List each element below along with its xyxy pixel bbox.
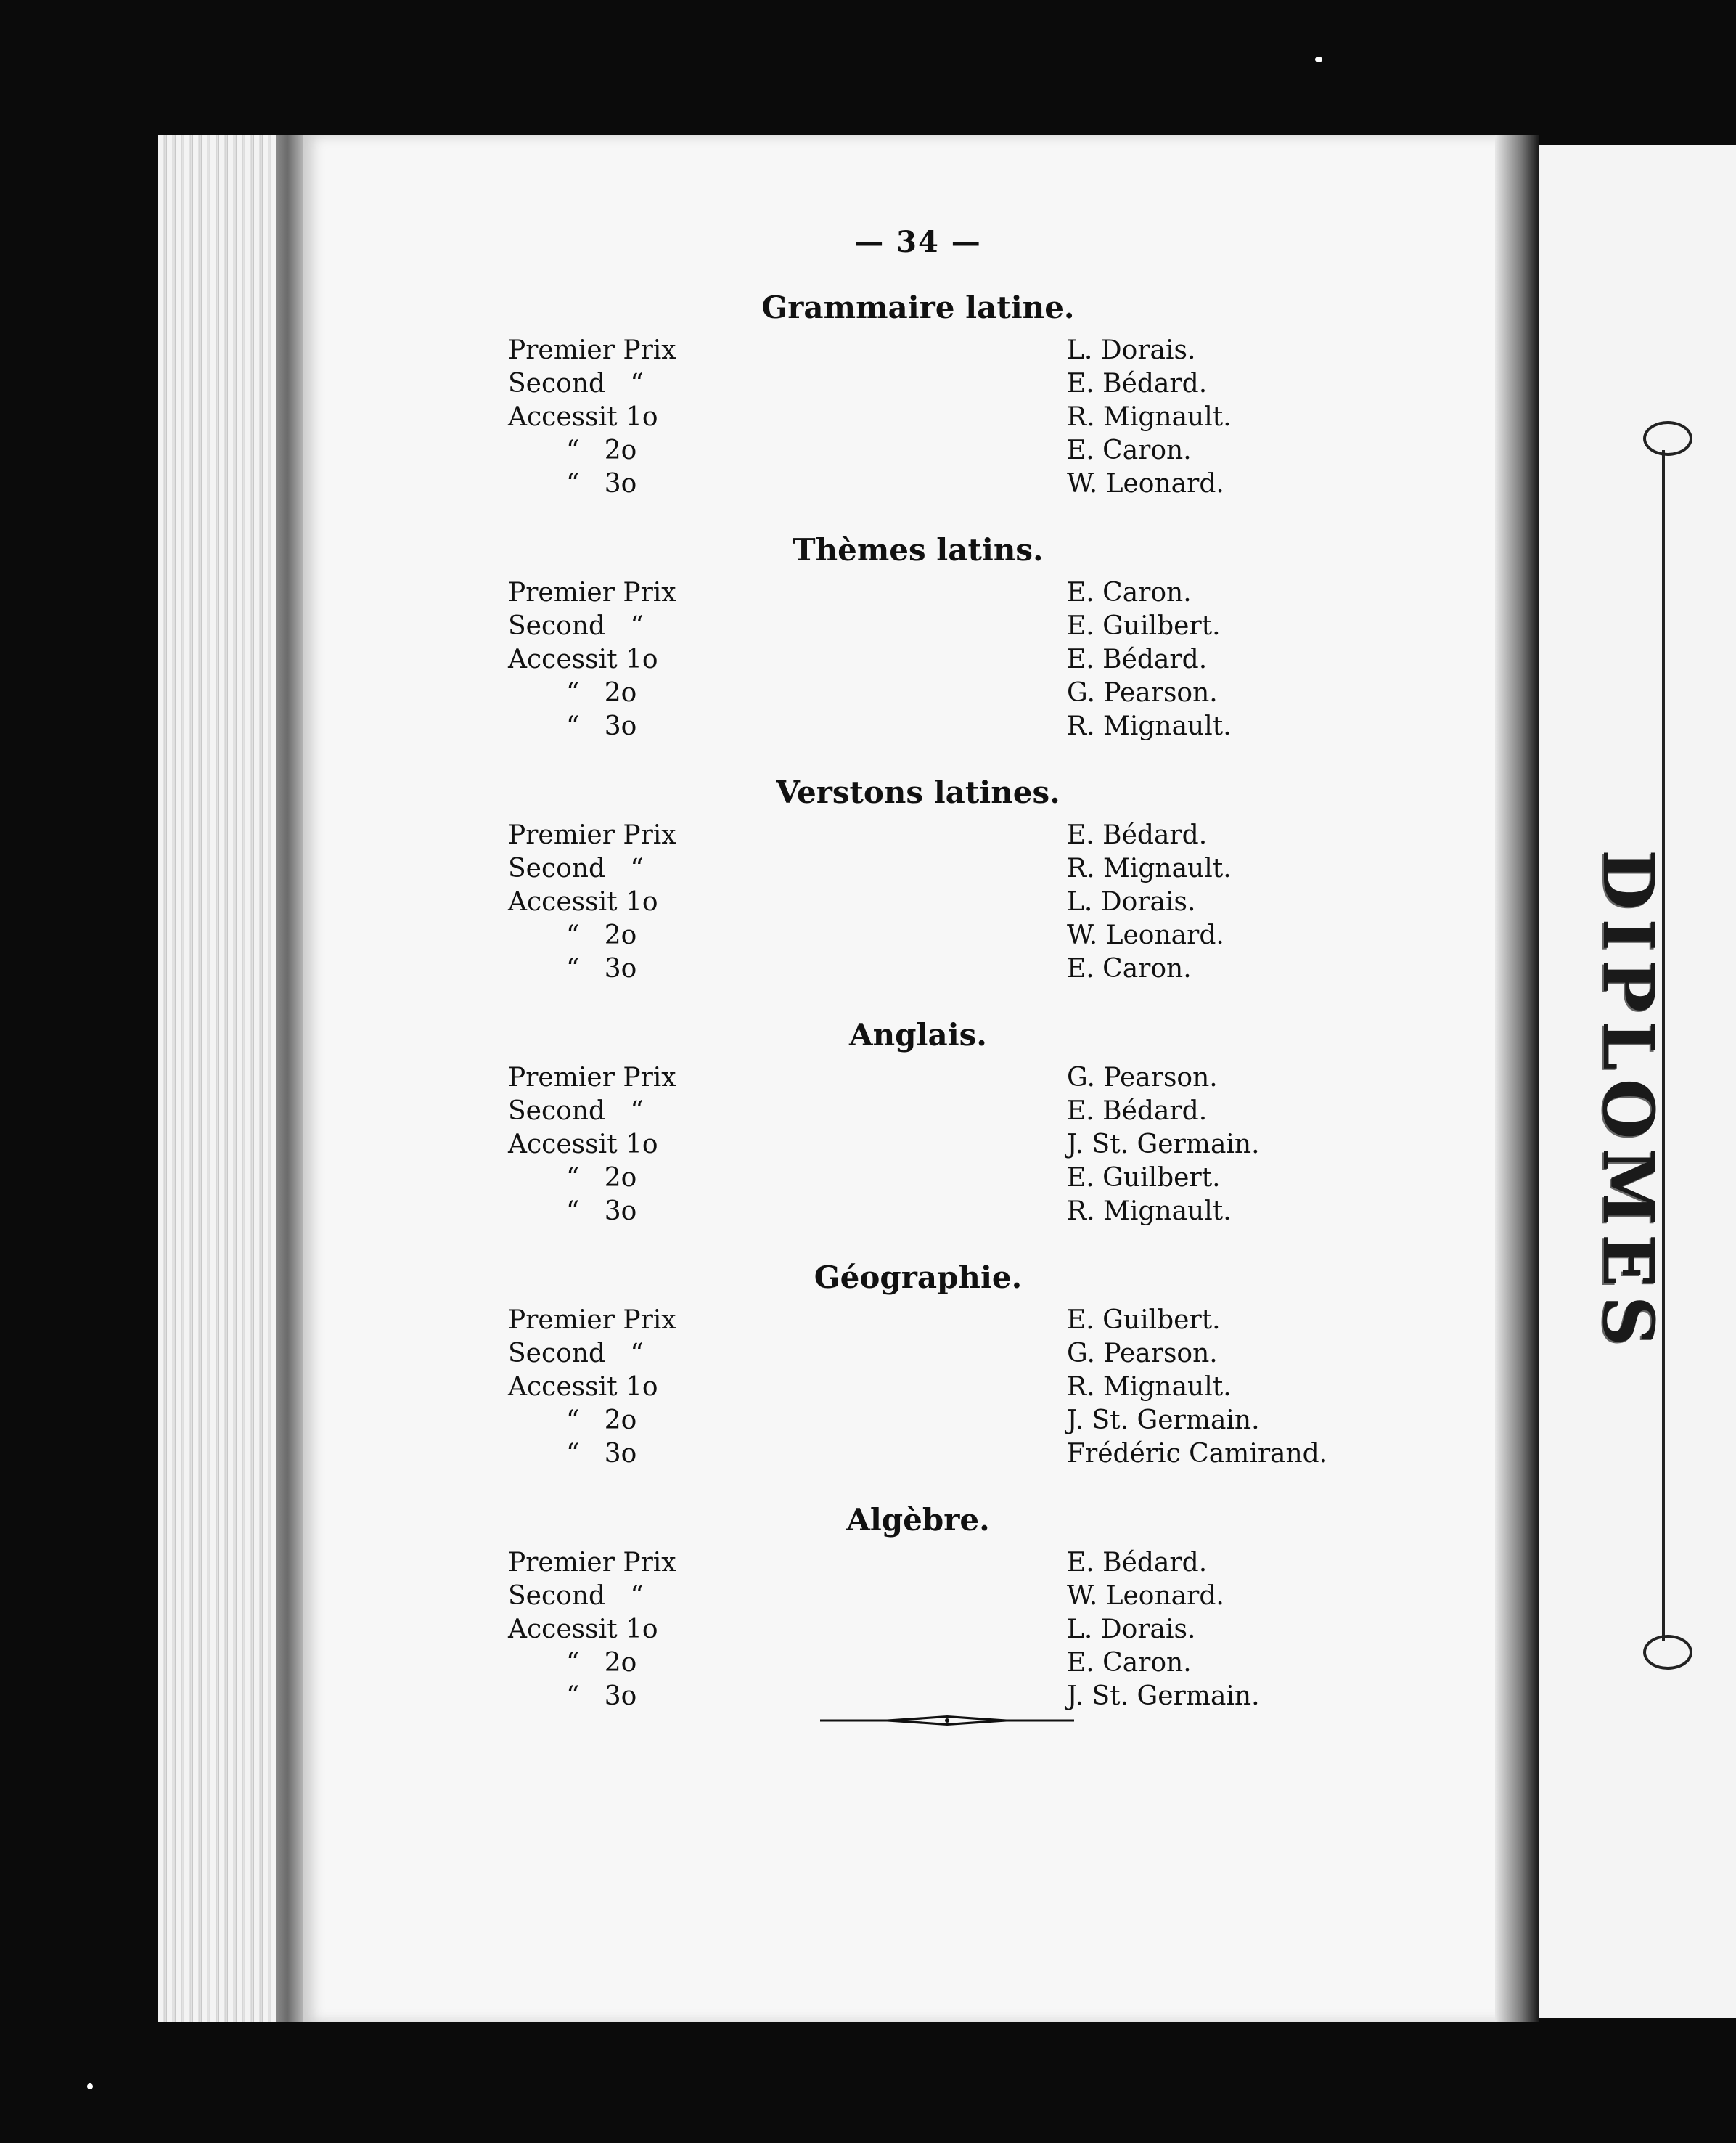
dot-leader	[704, 1101, 1060, 1122]
prize-label: “ 3o	[566, 954, 637, 984]
facing-page-heading: DIPLOMES	[1587, 849, 1669, 1355]
prize-label: “ 2o	[566, 1163, 637, 1193]
section-title: Grammaire latine.	[761, 290, 1075, 325]
ornament-frame-icon	[1662, 450, 1723, 1641]
winner-name: L. Dorais.	[1067, 887, 1196, 917]
winner-name: L. Dorais.	[1067, 1615, 1196, 1644]
dot-leader	[704, 1343, 1060, 1365]
dot-leader	[704, 1585, 1060, 1607]
prize-row	[508, 819, 1328, 852]
prize-label: “ 3o	[566, 711, 637, 741]
section-title: Géographie.	[814, 1260, 1023, 1295]
dust-speck	[1315, 57, 1322, 62]
prize-label: Second “	[508, 1339, 644, 1368]
dot-leader	[704, 1310, 1060, 1331]
prize-row	[508, 852, 1328, 886]
dot-leader	[704, 1619, 1060, 1641]
prize-label: Premier Prix	[508, 335, 676, 365]
winner-name: W. Leonard.	[1067, 1581, 1224, 1611]
prize-label: “ 3o	[566, 1681, 637, 1711]
prize-row	[508, 643, 1328, 677]
dot-leader	[704, 373, 1060, 395]
prize-row	[508, 886, 1328, 919]
prize-label: Accessit 1o	[508, 402, 658, 432]
section-spacer	[508, 501, 1328, 530]
prize-label: Second “	[508, 1096, 644, 1126]
prize-row	[508, 1580, 1328, 1613]
dot-leader	[704, 616, 1060, 637]
winner-name: G. Pearson.	[1067, 1339, 1218, 1368]
book-gutter	[276, 135, 305, 2022]
prize-label: Second “	[508, 611, 644, 641]
dot-leader	[675, 1652, 1060, 1674]
section-title: Thèmes latins.	[793, 532, 1044, 568]
prize-label: “ 2o	[566, 1648, 637, 1678]
sections-container	[508, 287, 1328, 1713]
winner-name: R. Mignault.	[1067, 854, 1232, 883]
winner-name: R. Mignault.	[1067, 1372, 1232, 1402]
prize-row	[508, 367, 1328, 401]
prize-section	[508, 530, 1328, 772]
prize-label: Accessit 1o	[508, 1372, 658, 1402]
dot-leader	[675, 958, 1060, 980]
winner-name: Frédéric Camirand.	[1067, 1439, 1328, 1469]
prize-label: “ 3o	[566, 469, 637, 499]
winner-name: E. Caron.	[1067, 578, 1192, 608]
winner-name: E. Caron.	[1067, 954, 1192, 984]
winner-name: E. Bédard.	[1067, 820, 1208, 850]
dot-leader	[675, 1201, 1060, 1222]
prize-row	[508, 919, 1328, 952]
prize-label: Premier Prix	[508, 820, 676, 850]
prize-label: Accessit 1o	[508, 1615, 658, 1644]
prize-label: Second “	[508, 854, 644, 883]
dot-leader	[675, 473, 1060, 495]
dot-leader	[704, 825, 1060, 846]
section-spacer	[508, 986, 1328, 1015]
prize-section	[508, 1257, 1328, 1500]
prize-row	[508, 1162, 1328, 1195]
winner-name: E. Guilbert.	[1067, 1163, 1221, 1193]
prize-row	[508, 1304, 1328, 1337]
prize-label: Accessit 1o	[508, 887, 658, 917]
winner-name: G. Pearson.	[1067, 678, 1218, 708]
dot-leader	[675, 716, 1060, 738]
dot-leader	[704, 340, 1060, 362]
winner-name: J. St. Germain.	[1067, 1681, 1260, 1711]
winner-name: L. Dorais.	[1067, 335, 1196, 365]
winner-name: J. St. Germain.	[1067, 1130, 1260, 1159]
section-spacer	[508, 743, 1328, 772]
dot-leader	[704, 858, 1060, 880]
section-title: Verstons latines.	[776, 775, 1060, 810]
prize-row	[508, 1061, 1328, 1095]
prize-label: Second “	[508, 1581, 644, 1611]
prize-row	[508, 1095, 1328, 1128]
dot-leader	[675, 925, 1060, 947]
prize-label: “ 2o	[566, 921, 637, 950]
prize-row	[508, 677, 1328, 710]
winner-name: E. Bédard.	[1067, 1096, 1208, 1126]
dot-leader	[675, 682, 1060, 704]
prize-label: “ 2o	[566, 1405, 637, 1435]
prize-row	[508, 1437, 1328, 1471]
section-title: Algèbre.	[846, 1502, 990, 1538]
prize-label: Premier Prix	[508, 1063, 676, 1093]
prize-row	[508, 401, 1328, 434]
prize-label: Premier Prix	[508, 1548, 676, 1577]
prize-row	[508, 1371, 1328, 1404]
winner-name: E. Caron.	[1067, 436, 1192, 465]
prize-label: “ 3o	[566, 1196, 637, 1226]
dot-leader	[704, 649, 1060, 671]
winner-name: W. Leonard.	[1067, 921, 1224, 950]
prize-label: Second “	[508, 369, 644, 399]
dot-leader	[704, 1067, 1060, 1089]
prize-label: Premier Prix	[508, 578, 676, 608]
dot-leader	[675, 1686, 1060, 1707]
prize-row	[508, 1646, 1328, 1680]
winner-name: E. Guilbert.	[1067, 611, 1221, 641]
prize-row	[508, 1404, 1328, 1437]
winner-name: E. Bédard.	[1067, 369, 1208, 399]
prize-row	[508, 610, 1328, 643]
winner-name: R. Mignault.	[1067, 402, 1232, 432]
winner-name: W. Leonard.	[1067, 469, 1224, 499]
prize-row	[508, 1195, 1328, 1228]
dot-leader	[704, 407, 1060, 428]
prize-row	[508, 952, 1328, 986]
prize-row	[508, 1613, 1328, 1646]
prize-row	[508, 434, 1328, 468]
prize-row	[508, 1337, 1328, 1371]
prize-label: “ 3o	[566, 1439, 637, 1469]
dot-leader	[675, 1167, 1060, 1189]
prize-section	[508, 772, 1328, 1015]
prize-section	[508, 287, 1328, 530]
section-spacer	[508, 1471, 1328, 1500]
winner-name: E. Bédard.	[1067, 645, 1208, 674]
winner-name: R. Mignault.	[1067, 1196, 1232, 1226]
prize-label: Accessit 1o	[508, 1130, 658, 1159]
dot-leader	[675, 1410, 1060, 1432]
winner-name: J. St. Germain.	[1067, 1405, 1260, 1435]
prize-row	[508, 1128, 1328, 1162]
prize-row	[508, 1680, 1328, 1713]
prize-row	[508, 710, 1328, 743]
page-number: — 34 —	[854, 225, 982, 259]
dot-leader	[704, 1552, 1060, 1574]
dot-leader	[704, 582, 1060, 604]
dot-leader	[675, 440, 1060, 462]
divider-ornament-icon	[820, 1715, 1074, 1726]
winner-name: E. Bédard.	[1067, 1548, 1208, 1577]
dust-speck	[87, 2083, 93, 2089]
dot-leader	[675, 1443, 1060, 1465]
prize-row	[508, 468, 1328, 501]
prize-label: “ 2o	[566, 436, 637, 465]
prize-row	[508, 576, 1328, 610]
prize-list	[508, 225, 1328, 1713]
prize-section	[508, 1015, 1328, 1257]
dot-leader	[704, 891, 1060, 913]
winner-name: E. Caron.	[1067, 1648, 1192, 1678]
dot-leader	[704, 1134, 1060, 1156]
winner-name: R. Mignault.	[1067, 711, 1232, 741]
section-spacer	[508, 1228, 1328, 1257]
winner-name: G. Pearson.	[1067, 1063, 1218, 1093]
prize-row	[508, 334, 1328, 367]
prize-row	[508, 1546, 1328, 1580]
prize-label: “ 2o	[566, 678, 637, 708]
section-title: Anglais.	[849, 1017, 987, 1053]
winner-name: E. Guilbert.	[1067, 1305, 1221, 1335]
prize-section	[508, 1500, 1328, 1713]
prize-label: Accessit 1o	[508, 645, 658, 674]
dot-leader	[704, 1376, 1060, 1398]
book-spine-shadow	[1495, 135, 1539, 2022]
prize-label: Premier Prix	[508, 1305, 676, 1335]
